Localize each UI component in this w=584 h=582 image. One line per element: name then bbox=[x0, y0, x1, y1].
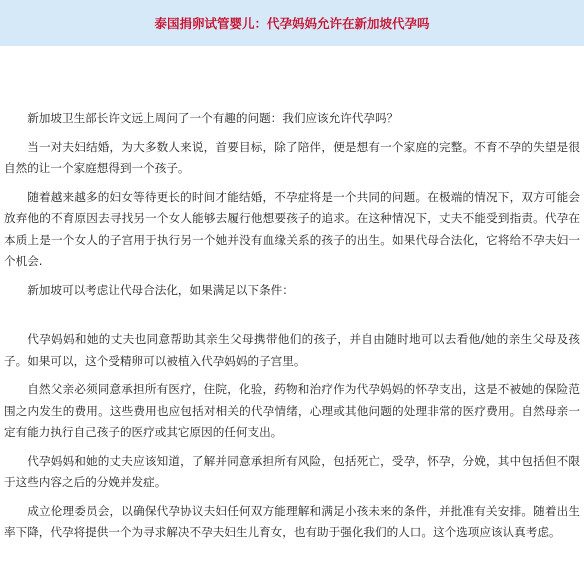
paragraph-conditions-intro: 新加坡可以考虑让代母合法化，如果满足以下条件： bbox=[27, 282, 294, 297]
title-bar bbox=[0, 0, 584, 46]
paragraph-condition-costs: 自然父亲必须同意承担所有医疗，住院，化验，药物和治疗作为代孕妈妈的怀孕支出，这是不被她的保险范围之内发生的费用。这些费用也应包括对相关的代孕情绪，心理或其他问题的处理非常的医疗费用。自然母亲一定有能力执行自己孩子的医疗或其它原因的任何支出。 bbox=[4, 382, 580, 439]
paragraph-condition-risks: 代孕妈妈和她的丈夫应该知道，了解并同意承担所有风险，包括死亡，受孕，怀孕，分娩，其中包括但不限于这些内容之后的分娩并发症。 bbox=[4, 453, 580, 489]
paragraph-family: 当一对夫妇结婚，为大多数人来说，首要目标，除了陪伴，便是想有一个家庭的完整。不育不孕的失望是很自然的让一个家庭想得到一个孩子。 bbox=[4, 139, 580, 175]
article-title: 泰国捐卵试管婴儿：代孕妈妈允许在新加坡代孕吗 bbox=[154, 16, 430, 31]
paragraph-infertility: 随着越来越多的妇女等待更长的时间才能结婚，不孕症将是一个共同的问题。在极端的情况下，双方可能会放弃他的不育原因去寻找另一个女人能够去履行他想要孩子的追求。在这种情况下，丈夫不能受到指责。代孕在本质上是一个女人的子宫用于执行另一个她并没有血缘关系的孩子的出生。如果代母合法化，它将给不孕夫妇一个机会. bbox=[4, 189, 580, 268]
paragraph-condition-consent: 代孕妈妈和她的丈夫也同意帮助其亲生父母携带他们的孩子，并自由随时地可以去看他/她的亲生父母及孩子。如果可以，这个受精卵可以被植入代孕妈妈的子宫里。 bbox=[4, 332, 580, 368]
article-body bbox=[4, 108, 580, 544]
paragraph-question: 新加坡卫生部长许文远上周问了一个有趣的问题：我们应该允许代孕吗？ bbox=[27, 111, 399, 125]
paragraph-ethics-committee: 成立伦理委员会，以确保代孕协议夫妇任何双方能理解和满足小孩未来的条件，并批准有关安排。随着出生率下降，代孕将提供一个为寻求解决不孕夫妇生儿育女，也有助于强化我们的人口。这个选项应该认真考虑。 bbox=[4, 503, 580, 539]
